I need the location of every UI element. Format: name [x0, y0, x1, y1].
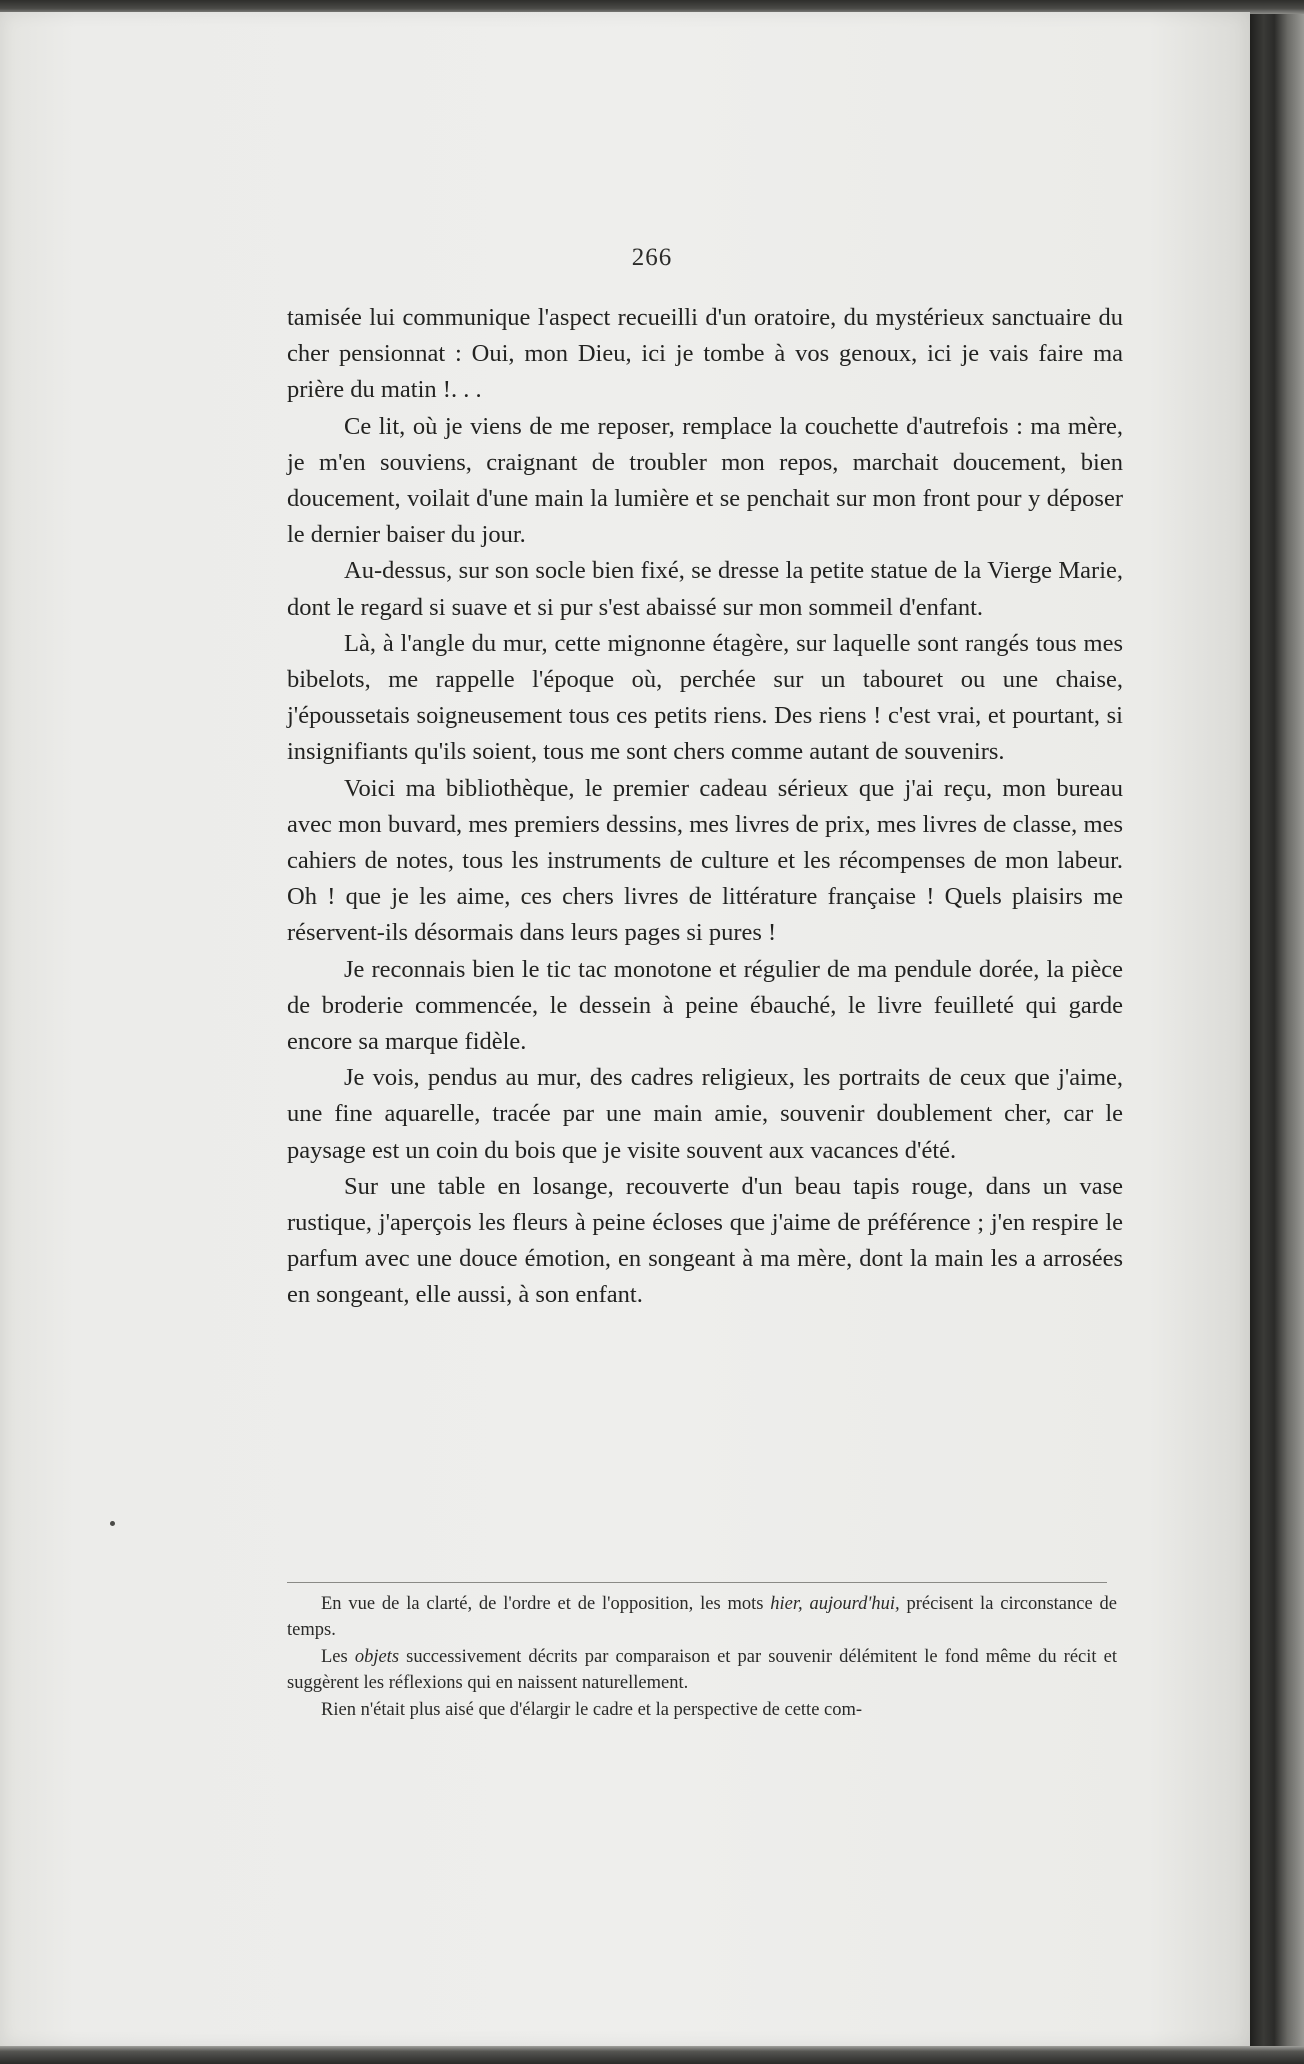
footnote-1-italic: hier, aujourd'hui, — [770, 1594, 900, 1614]
footnote-1-text-a: En vue de la clarté, de l'ordre et de l'opposition, les mots — [321, 1594, 771, 1614]
paragraph-continued: tamisée lui communique l'aspect recueilli d'un oratoire, du mystérieux sanctuaire du cher pensionnat : Oui, mon Dieu, ici je tombe à vos genoux, ici je vais faire ma prière du matin !. . . — [287, 304, 1123, 404]
paragraph-statue: Au-dessus, sur son socle bien fixé, se dresse la petite statue de la Vierge Marie, dont le regard si suave et si pur s'est abaissé sur mon sommeil d'enfant. — [287, 557, 1123, 621]
footnote-3: Rien n'était plus aisé que d'élargir le cadre et la perspective de cette com- — [321, 1700, 863, 1720]
book-page-edge — [1250, 14, 1304, 2046]
footnote-1-text-b: précisent la circonstance de temps. — [287, 1594, 1117, 1640]
paragraph-etagere: Là, à l'angle du mur, cette mignonne étagère, sur laquelle sont rangés tous mes bibelots, me rappelle l'époque où, perchée sur un tabouret ou une chaise, j'époussetais soigneusement tous ces petits riens. Des riens ! c'est vrai, et pourtant, si insignifiants qu'ils soient, tous me sont chers comme autant de souvenirs. — [287, 629, 1123, 766]
footnote-2-italic: objets — [354, 1647, 400, 1667]
footnote-1 — [287, 1592, 1117, 1643]
page-number: 266 — [631, 244, 673, 271]
paragraph-cadres: Je vois, pendus au mur, des cadres religieux, les portraits de ceux que j'aime, une fine aquarelle, tracée par une main amie, souvenir doublement cher, car le paysage est un coin du bois que je visite souvent aux vacances d'été. — [287, 1064, 1123, 1164]
paragraph-pendule: Je reconnais bien le tic tac monotone et régulier de ma pendule dorée, la pièce de broderie commencée, le dessein à peine ébauché, le livre feuilleté qui garde encore sa marque fidèle. — [287, 955, 1123, 1056]
footnote-2-text-b: successivement décrits par comparaison et par souvenir délémitent le fond même du récit et suggèrent les réflexions qui en naissent naturellement. — [287, 1647, 1117, 1693]
ink-speck — [110, 1521, 115, 1526]
footnotes — [287, 1592, 1117, 1726]
paragraph-table: Sur une table en losange, recouverte d'un beau tapis rouge, dans un vase rustique, j'aperçois les fleurs à peine écloses que j'aime de préférence ; j'en respire le parfum avec une douce émotion, en songeant à ma mère, dont la main les a arrosées en songeant, elle aussi, à son enfant. — [287, 1172, 1123, 1309]
paragraph-bibliotheque: Voici ma bibliothèque, le premier cadeau sérieux que j'ai reçu, mon bureau avec mon buvard, mes premiers dessins, mes livres de prix, mes livres de classe, mes cahiers de notes, tous les instruments de culture et les récompenses de mon labeur. Oh ! que je les aime, ces chers livres de littérature française ! Quels plaisirs me réservent-ils désormais dans leurs pages si pures ! — [287, 774, 1123, 947]
paragraph-lit: Ce lit, où je viens de me reposer, remplace la couchette d'autrefois : ma mère, je m'en souviens, craignant de troubler mon repos, marchait doucement, bien doucement, voilait d'une main la lumière et se penchait sur mon front pour y déposer le dernier baiser du jour. — [287, 412, 1123, 549]
scan-bottom-edge — [0, 2046, 1304, 2064]
body-text — [287, 300, 1123, 1314]
footnote-2-text-a: Les — [321, 1647, 355, 1667]
footnote-2 — [287, 1645, 1117, 1696]
footnote-divider — [287, 1582, 1107, 1583]
